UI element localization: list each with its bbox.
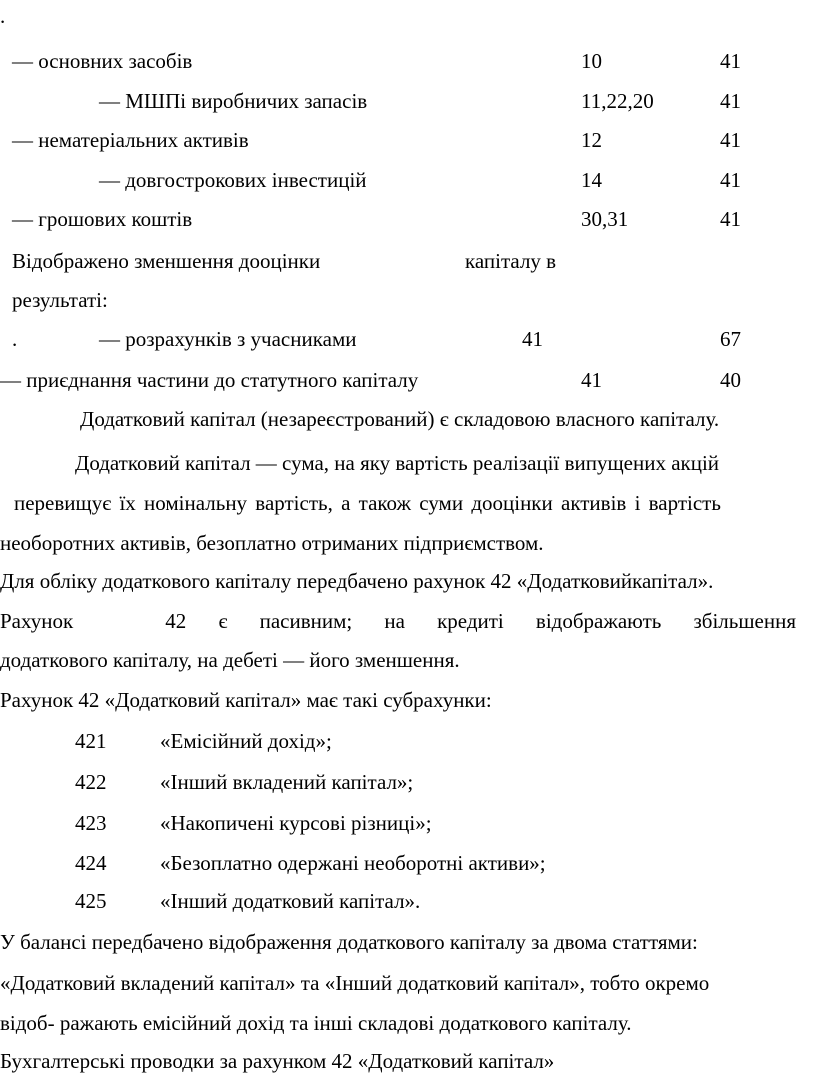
decrease-heading: Відображено зменшення дооцінки — [12, 249, 321, 273]
entry-label: — грошових коштів — [12, 207, 193, 231]
subaccount-name: «Безоплатно одержані необоротні активи»; — [160, 851, 546, 875]
entry-credit: 41 — [720, 207, 741, 231]
decrease-heading-line2: результаті: — [12, 288, 108, 312]
word: є — [218, 609, 228, 633]
word: збільшення — [693, 609, 796, 633]
entry-debit: 11,22,20 — [581, 89, 654, 113]
subaccount-name: «Інший додатковий капітал». — [160, 889, 421, 913]
paragraph-text: У балансі передбачено відображення додаткового капіталу за двома статтями: — [0, 930, 698, 954]
entry-debit: 41 — [522, 327, 543, 351]
paragraph-text: необоротних активів, безоплатно отриманих підприємством. — [0, 531, 544, 555]
paragraph-text: Для обліку додаткового капіталу передбачено рахунок 42 «Додатковийкапітал». — [0, 569, 714, 593]
word: 42 — [165, 609, 187, 633]
word: Рахунок — [0, 609, 74, 633]
subaccount-code: 421 — [75, 729, 107, 753]
subaccount-code: 424 — [75, 851, 107, 875]
entry-label: — МШПі виробничих запасів — [99, 89, 368, 113]
entry-label: — довгострокових інвестицій — [99, 168, 367, 192]
paragraph-justified — [0, 611, 796, 632]
entry-label: — розрахунків з учасниками — [99, 327, 357, 351]
row-dot: . — [12, 327, 18, 351]
decrease-heading-cont: капіталу в — [465, 249, 557, 273]
entry-debit: 30,31 — [581, 207, 629, 231]
paragraph-text: Додатковий капітал (незареєстрований) є складовою власного капіталу. — [80, 407, 720, 431]
entry-credit: 41 — [720, 128, 741, 152]
entry-debit: 41 — [581, 368, 602, 392]
subaccount-code: 425 — [75, 889, 107, 913]
entry-credit: 41 — [720, 168, 741, 192]
word: кредиті — [437, 609, 504, 633]
entry-credit: 41 — [720, 49, 741, 73]
entry-credit: 40 — [720, 368, 741, 392]
paragraph-text: відоб- ражають емісійний дохід та інші складові додаткового капіталу. — [0, 1011, 632, 1035]
paragraph-text: Бухгалтерські проводки за рахунком 42 «Додатковий капітал» — [0, 1049, 555, 1073]
entry-credit: 41 — [720, 89, 741, 113]
entry-label: — основних засобів — [12, 49, 193, 73]
paragraph-text: додаткового капіталу, на дебеті — його зменшення. — [0, 648, 460, 672]
word: відображають — [535, 609, 662, 633]
top-dot: . — [0, 4, 6, 28]
entry-debit: 14 — [581, 168, 602, 192]
subaccount-name: «Емісійний дохід»; — [160, 729, 332, 753]
paragraph-text: перевищує їх номінальну вартість, а також суми дооцінки активів і вартість — [14, 491, 721, 515]
entry-credit: 67 — [720, 327, 741, 351]
subaccount-name: «Інший вкладений капітал»; — [160, 770, 414, 794]
subaccount-code: 422 — [75, 770, 107, 794]
paragraph-text: Додатковий капітал — сума, на яку вартість реалізації випущених акцій — [75, 451, 720, 475]
entry-debit: 12 — [581, 128, 602, 152]
entry-debit: 10 — [581, 49, 602, 73]
paragraph-text: Рахунок 42 «Додатковий капітал» має такі субрахунки: — [0, 688, 492, 712]
subaccount-code: 423 — [75, 811, 107, 835]
entry-label: — приєднання частини до статутного капіталу — [0, 368, 419, 392]
subaccount-name: «Накопичені курсові різниці»; — [160, 811, 432, 835]
word: пасивним; — [259, 609, 353, 633]
paragraph-text: «Додатковий вкладений капітал» та «Інший додатковий капітал», тобто окремо — [0, 971, 710, 995]
word: на — [384, 609, 405, 633]
entry-label: — нематеріальних активів — [12, 128, 249, 152]
